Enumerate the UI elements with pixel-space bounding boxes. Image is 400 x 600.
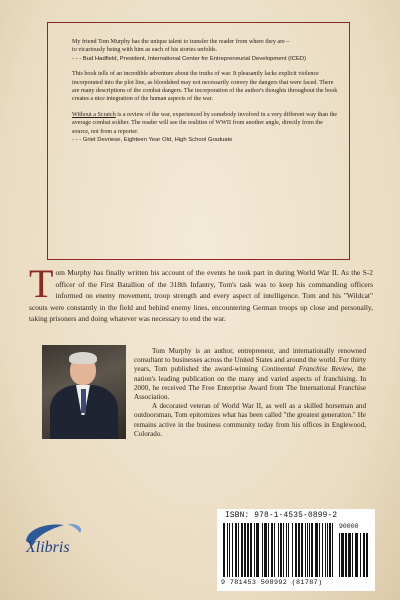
quote-2-text: This book tells of an incredible adventure about the truths of war. It pleasantly lacks explicit violence incorporated into the plot line, as bloodshed may not necessarily convey the dangers that were faced. There are many descriptions of the combat dangers. The incorporation of the author's thoughts throughout the book creates a nice integration of the human aspects of the war. (72, 71, 338, 103)
blurb-text: om Murphy has finally written his account of the events he took part in during World War II. As the S-2 officer of the First Batallion of the 318th Infantry, Tom's task was to keep his commanding officers informed on enemy movement, troop strength and every aspect of intelligence. Tom and his "Wildcat" scouts were constantly in the field and behind enemy lines, encountering German troops up close and personally, taking prisoners and doing whatever was necessary to end the war. (29, 268, 373, 324)
drop-cap: T (29, 261, 54, 306)
bio-paragraph-2: A decorated veteran of World War II, as well as a skilled horseman and outdoorsman, Tom epitomizes what has been called "the greatest generation." He remains active in the business community today from his offices in Englewood, Colorado. (134, 402, 366, 438)
quote-3 (72, 111, 340, 145)
quote-1-line-2: to vicariously being with him as each of his stories unfolds. (72, 47, 218, 54)
quote-1-line-1: My friend Tom Murphy has the unique talent to transfer the reader from where they are – (72, 39, 290, 45)
review-quotes (72, 38, 340, 151)
author-photo (42, 345, 126, 439)
book-blurb (29, 261, 373, 325)
publisher-logo (20, 521, 102, 559)
quote-3-book-title: Without a Scratch (72, 111, 116, 118)
bio-paragraph-1: Tom Murphy is an author, entrepreneur, and internationally renowned consultant to businesses across the United States and around the world. For thirty years, Tom published the award-winning Continental Franchise Review, the nation's leading publication on the many and varied aspects of franchising. In 2000, he received The Free Enterprise Award from The International Franchise Association. (134, 347, 366, 402)
isbn-barcode (217, 509, 375, 591)
isbn-label: ISBN: 978-1-4535-0899-2 (225, 512, 338, 520)
barcode-number: 9 781453 508992 (81787) (221, 579, 323, 587)
author-bio (134, 347, 366, 439)
ean-barcode-bars (223, 523, 335, 579)
quote-3-text: is a review of the war, experienced by somebody involved in a very different way than the average combat soldier. The reader will see the realities of WWII from another angle, directly from the source, not from a reporter. (72, 111, 338, 135)
addon-barcode-bars (339, 533, 369, 579)
quote-1 (72, 38, 340, 63)
publication-title: Continental Franchise Review (261, 365, 352, 374)
quote-2 (72, 70, 340, 104)
price-code: 90000 (339, 523, 359, 530)
quote-3-attribution: - - - Griet Devriese, Eighteen Year Old, High School Graduate (72, 137, 233, 144)
quote-1-attribution: - - - Bud Hadfield, President, International Center for Entrepreneurial Development (ICED) (72, 55, 307, 62)
publisher-name: Xlibris (26, 539, 70, 556)
